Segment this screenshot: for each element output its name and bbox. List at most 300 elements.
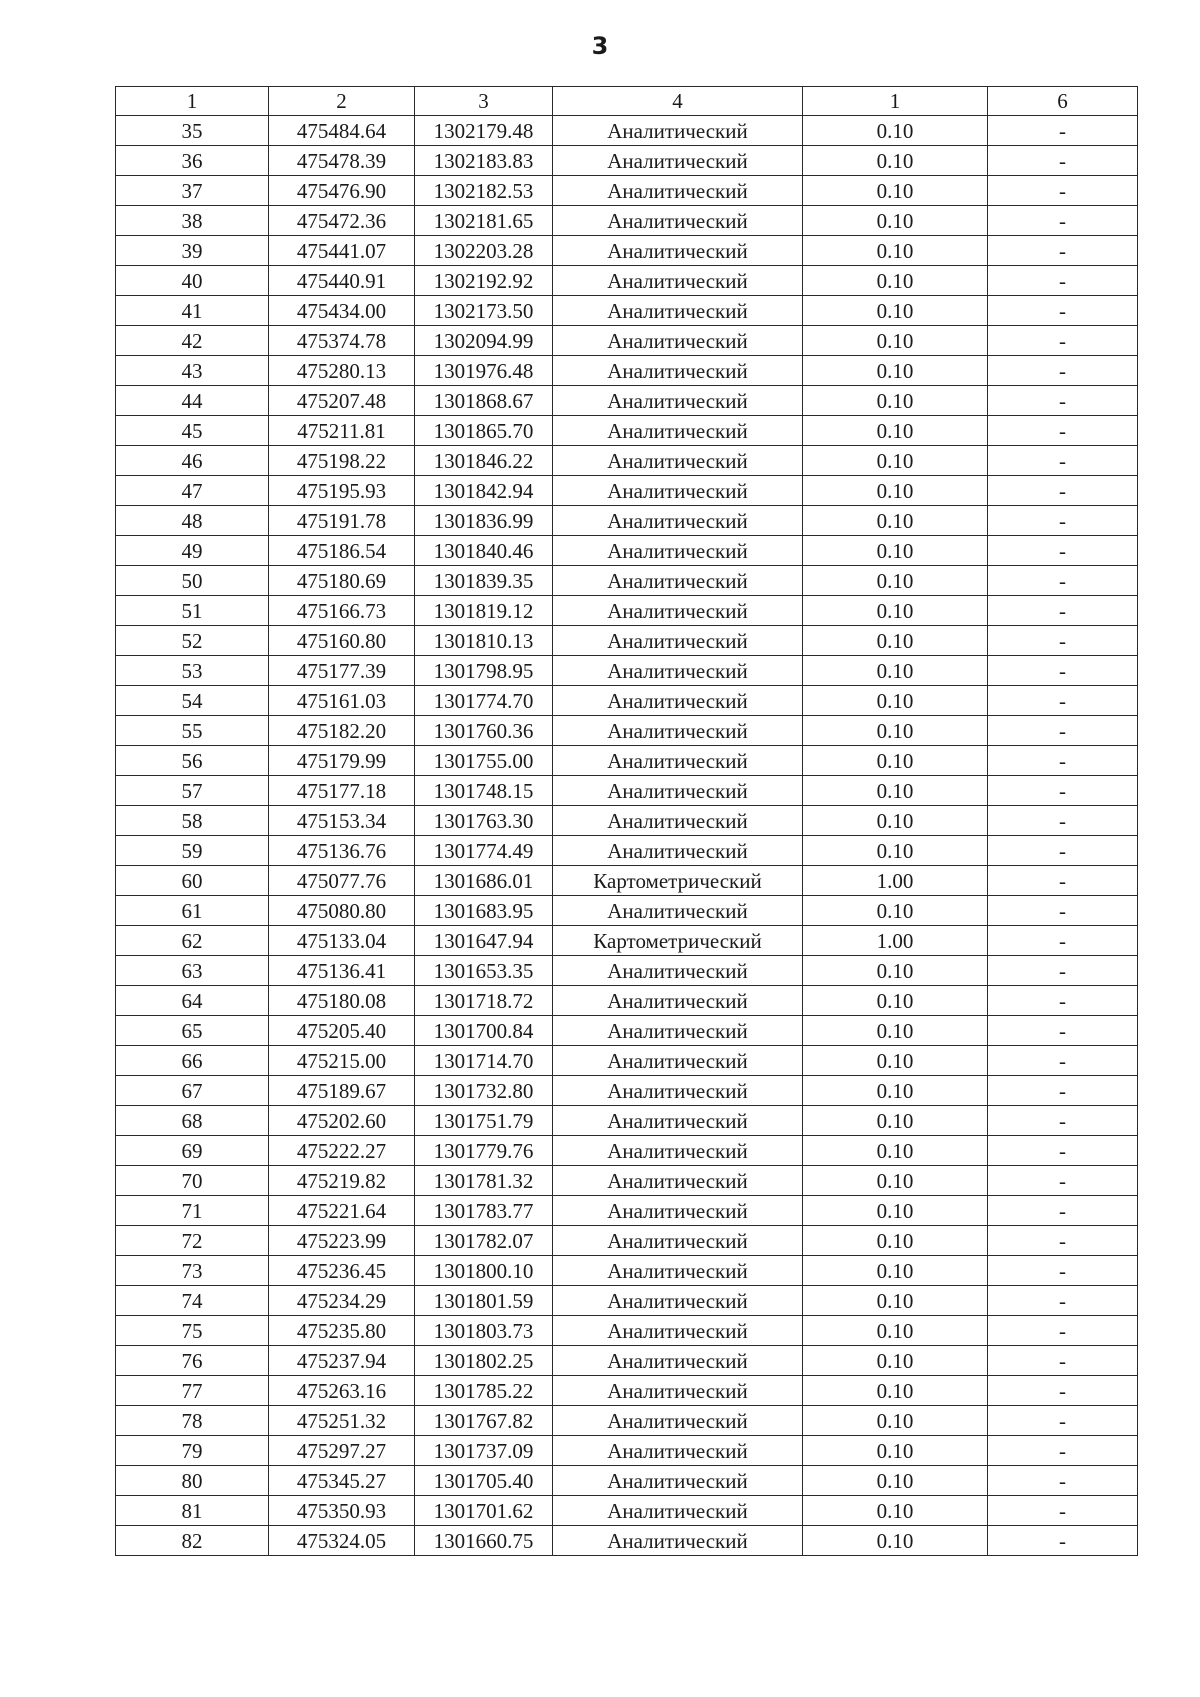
cell-method: Аналитический xyxy=(553,596,803,626)
cell-accuracy: 0.10 xyxy=(803,1016,988,1046)
cell-y: 1301783.77 xyxy=(415,1196,553,1226)
cell-point-number: 51 xyxy=(116,596,269,626)
cell-y: 1301700.84 xyxy=(415,1016,553,1046)
cell-method: Аналитический xyxy=(553,356,803,386)
cell-accuracy: 0.10 xyxy=(803,1466,988,1496)
cell-x: 475211.81 xyxy=(269,416,415,446)
cell-method: Аналитический xyxy=(553,296,803,326)
table-row xyxy=(116,116,1138,146)
table-row xyxy=(116,176,1138,206)
cell-y: 1301751.79 xyxy=(415,1106,553,1136)
cell-point-number: 64 xyxy=(116,986,269,1016)
cell-point-number: 72 xyxy=(116,1226,269,1256)
cell-accuracy: 0.10 xyxy=(803,506,988,536)
cell-note: - xyxy=(988,536,1138,566)
table-row xyxy=(116,506,1138,536)
column-header-x: 2 xyxy=(269,87,415,116)
cell-note: - xyxy=(988,896,1138,926)
cell-note: - xyxy=(988,1196,1138,1226)
cell-note: - xyxy=(988,266,1138,296)
table-row xyxy=(116,836,1138,866)
cell-y: 1301785.22 xyxy=(415,1376,553,1406)
cell-y: 1302179.48 xyxy=(415,116,553,146)
cell-point-number: 43 xyxy=(116,356,269,386)
cell-x: 475476.90 xyxy=(269,176,415,206)
cell-x: 475222.27 xyxy=(269,1136,415,1166)
table-row xyxy=(116,896,1138,926)
cell-y: 1301718.72 xyxy=(415,986,553,1016)
table-row xyxy=(116,386,1138,416)
cell-point-number: 79 xyxy=(116,1436,269,1466)
cell-point-number: 35 xyxy=(116,116,269,146)
cell-point-number: 58 xyxy=(116,806,269,836)
cell-x: 475205.40 xyxy=(269,1016,415,1046)
cell-point-number: 47 xyxy=(116,476,269,506)
cell-note: - xyxy=(988,566,1138,596)
column-header-method: 4 xyxy=(553,87,803,116)
cell-point-number: 55 xyxy=(116,716,269,746)
cell-note: - xyxy=(988,326,1138,356)
cell-x: 475263.16 xyxy=(269,1376,415,1406)
cell-method: Аналитический xyxy=(553,266,803,296)
cell-method: Аналитический xyxy=(553,626,803,656)
cell-point-number: 57 xyxy=(116,776,269,806)
table-row xyxy=(116,296,1138,326)
table-row xyxy=(116,1316,1138,1346)
cell-y: 1301760.36 xyxy=(415,716,553,746)
table-row xyxy=(116,746,1138,776)
cell-point-number: 82 xyxy=(116,1526,269,1556)
cell-note: - xyxy=(988,146,1138,176)
cell-point-number: 50 xyxy=(116,566,269,596)
cell-x: 475195.93 xyxy=(269,476,415,506)
cell-accuracy: 0.10 xyxy=(803,476,988,506)
cell-method: Аналитический xyxy=(553,536,803,566)
cell-x: 475219.82 xyxy=(269,1166,415,1196)
table-row xyxy=(116,146,1138,176)
cell-accuracy: 0.10 xyxy=(803,536,988,566)
cell-x: 475177.39 xyxy=(269,656,415,686)
cell-y: 1301737.09 xyxy=(415,1436,553,1466)
cell-x: 475297.27 xyxy=(269,1436,415,1466)
cell-accuracy: 0.10 xyxy=(803,1526,988,1556)
table-row xyxy=(116,1196,1138,1226)
cell-accuracy: 0.10 xyxy=(803,596,988,626)
table-row xyxy=(116,1496,1138,1526)
cell-x: 475191.78 xyxy=(269,506,415,536)
cell-x: 475223.99 xyxy=(269,1226,415,1256)
cell-accuracy: 0.10 xyxy=(803,356,988,386)
cell-accuracy: 0.10 xyxy=(803,1226,988,1256)
cell-y: 1302183.83 xyxy=(415,146,553,176)
cell-accuracy: 0.10 xyxy=(803,656,988,686)
table-row xyxy=(116,566,1138,596)
cell-method: Аналитический xyxy=(553,236,803,266)
cell-accuracy: 0.10 xyxy=(803,896,988,926)
cell-note: - xyxy=(988,446,1138,476)
cell-method: Аналитический xyxy=(553,896,803,926)
cell-point-number: 45 xyxy=(116,416,269,446)
cell-x: 475166.73 xyxy=(269,596,415,626)
cell-note: - xyxy=(988,1436,1138,1466)
cell-x: 475215.00 xyxy=(269,1046,415,1076)
coordinates-table xyxy=(115,86,1138,1556)
cell-note: - xyxy=(988,1106,1138,1136)
cell-note: - xyxy=(988,1016,1138,1046)
cell-note: - xyxy=(988,776,1138,806)
cell-y: 1301810.13 xyxy=(415,626,553,656)
cell-y: 1301686.01 xyxy=(415,866,553,896)
cell-note: - xyxy=(988,476,1138,506)
cell-note: - xyxy=(988,1286,1138,1316)
cell-x: 475177.18 xyxy=(269,776,415,806)
cell-accuracy: 0.10 xyxy=(803,716,988,746)
cell-accuracy: 0.10 xyxy=(803,836,988,866)
cell-note: - xyxy=(988,1256,1138,1286)
cell-y: 1301653.35 xyxy=(415,956,553,986)
cell-y: 1301800.10 xyxy=(415,1256,553,1286)
cell-accuracy: 0.10 xyxy=(803,326,988,356)
table-row xyxy=(116,206,1138,236)
cell-x: 475440.91 xyxy=(269,266,415,296)
cell-method: Аналитический xyxy=(553,1166,803,1196)
table-row xyxy=(116,1166,1138,1196)
cell-point-number: 80 xyxy=(116,1466,269,1496)
cell-x: 475237.94 xyxy=(269,1346,415,1376)
cell-accuracy: 0.10 xyxy=(803,776,988,806)
table-row xyxy=(116,1076,1138,1106)
table-row xyxy=(116,1466,1138,1496)
column-header-note: 6 xyxy=(988,87,1138,116)
cell-accuracy: 0.10 xyxy=(803,176,988,206)
cell-x: 475153.34 xyxy=(269,806,415,836)
cell-x: 475080.80 xyxy=(269,896,415,926)
table-row xyxy=(116,986,1138,1016)
cell-method: Аналитический xyxy=(553,1286,803,1316)
cell-method: Аналитический xyxy=(553,176,803,206)
table-row xyxy=(116,1346,1138,1376)
cell-point-number: 36 xyxy=(116,146,269,176)
cell-y: 1301839.35 xyxy=(415,566,553,596)
table-row xyxy=(116,596,1138,626)
cell-point-number: 59 xyxy=(116,836,269,866)
cell-y: 1301868.67 xyxy=(415,386,553,416)
cell-accuracy: 0.10 xyxy=(803,1346,988,1376)
cell-method: Аналитический xyxy=(553,686,803,716)
cell-point-number: 39 xyxy=(116,236,269,266)
cell-point-number: 78 xyxy=(116,1406,269,1436)
cell-x: 475160.80 xyxy=(269,626,415,656)
cell-accuracy: 0.10 xyxy=(803,626,988,656)
cell-note: - xyxy=(988,836,1138,866)
cell-method: Аналитический xyxy=(553,656,803,686)
cell-y: 1301779.76 xyxy=(415,1136,553,1166)
cell-note: - xyxy=(988,1496,1138,1526)
cell-method: Аналитический xyxy=(553,1226,803,1256)
cell-x: 475484.64 xyxy=(269,116,415,146)
cell-point-number: 40 xyxy=(116,266,269,296)
cell-accuracy: 1.00 xyxy=(803,926,988,956)
cell-accuracy: 1.00 xyxy=(803,866,988,896)
cell-method: Аналитический xyxy=(553,956,803,986)
cell-note: - xyxy=(988,1316,1138,1346)
cell-note: - xyxy=(988,1166,1138,1196)
cell-y: 1301774.70 xyxy=(415,686,553,716)
cell-accuracy: 0.10 xyxy=(803,266,988,296)
cell-x: 475478.39 xyxy=(269,146,415,176)
column-header-accuracy: 1 xyxy=(803,87,988,116)
cell-method: Аналитический xyxy=(553,1046,803,1076)
cell-method: Аналитический xyxy=(553,1496,803,1526)
cell-y: 1301647.94 xyxy=(415,926,553,956)
cell-point-number: 38 xyxy=(116,206,269,236)
cell-note: - xyxy=(988,116,1138,146)
cell-y: 1301714.70 xyxy=(415,1046,553,1076)
cell-x: 475434.00 xyxy=(269,296,415,326)
table-row xyxy=(116,1136,1138,1166)
cell-note: - xyxy=(988,206,1138,236)
table-row xyxy=(116,1406,1138,1436)
cell-method: Аналитический xyxy=(553,416,803,446)
cell-accuracy: 0.10 xyxy=(803,1196,988,1226)
cell-point-number: 52 xyxy=(116,626,269,656)
cell-point-number: 46 xyxy=(116,446,269,476)
cell-x: 475350.93 xyxy=(269,1496,415,1526)
cell-x: 475374.78 xyxy=(269,326,415,356)
cell-point-number: 70 xyxy=(116,1166,269,1196)
cell-method: Аналитический xyxy=(553,1016,803,1046)
cell-point-number: 41 xyxy=(116,296,269,326)
cell-x: 475234.29 xyxy=(269,1286,415,1316)
cell-point-number: 75 xyxy=(116,1316,269,1346)
table-row xyxy=(116,326,1138,356)
cell-accuracy: 0.10 xyxy=(803,1046,988,1076)
cell-method: Аналитический xyxy=(553,146,803,176)
cell-y: 1301801.59 xyxy=(415,1286,553,1316)
cell-point-number: 37 xyxy=(116,176,269,206)
cell-y: 1301842.94 xyxy=(415,476,553,506)
table-row xyxy=(116,1436,1138,1466)
cell-x: 475179.99 xyxy=(269,746,415,776)
cell-accuracy: 0.10 xyxy=(803,236,988,266)
cell-x: 475207.48 xyxy=(269,386,415,416)
table-row xyxy=(116,1106,1138,1136)
cell-y: 1301701.62 xyxy=(415,1496,553,1526)
column-header-point-number: 1 xyxy=(116,87,269,116)
cell-accuracy: 0.10 xyxy=(803,116,988,146)
cell-note: - xyxy=(988,746,1138,776)
cell-method: Аналитический xyxy=(553,1316,803,1346)
cell-x: 475161.03 xyxy=(269,686,415,716)
cell-x: 475235.80 xyxy=(269,1316,415,1346)
cell-method: Картометрический xyxy=(553,866,803,896)
cell-method: Аналитический xyxy=(553,716,803,746)
cell-x: 475136.76 xyxy=(269,836,415,866)
cell-y: 1301755.00 xyxy=(415,746,553,776)
table-row xyxy=(116,716,1138,746)
cell-method: Аналитический xyxy=(553,1136,803,1166)
cell-method: Аналитический xyxy=(553,986,803,1016)
table-header xyxy=(116,87,1138,116)
table-row xyxy=(116,1046,1138,1076)
cell-point-number: 60 xyxy=(116,866,269,896)
table-row xyxy=(116,1376,1138,1406)
cell-note: - xyxy=(988,1526,1138,1556)
cell-accuracy: 0.10 xyxy=(803,806,988,836)
cell-y: 1301836.99 xyxy=(415,506,553,536)
cell-point-number: 67 xyxy=(116,1076,269,1106)
cell-note: - xyxy=(988,956,1138,986)
cell-x: 475182.20 xyxy=(269,716,415,746)
cell-method: Картометрический xyxy=(553,926,803,956)
cell-accuracy: 0.10 xyxy=(803,1076,988,1106)
cell-method: Аналитический xyxy=(553,1106,803,1136)
cell-accuracy: 0.10 xyxy=(803,1376,988,1406)
cell-note: - xyxy=(988,296,1138,326)
cell-method: Аналитический xyxy=(553,1436,803,1466)
cell-note: - xyxy=(988,806,1138,836)
cell-method: Аналитический xyxy=(553,326,803,356)
cell-y: 1301763.30 xyxy=(415,806,553,836)
cell-note: - xyxy=(988,1406,1138,1436)
cell-note: - xyxy=(988,1136,1138,1166)
cell-x: 475077.76 xyxy=(269,866,415,896)
cell-point-number: 66 xyxy=(116,1046,269,1076)
cell-y: 1301846.22 xyxy=(415,446,553,476)
cell-x: 475136.41 xyxy=(269,956,415,986)
cell-x: 475236.45 xyxy=(269,1256,415,1286)
cell-method: Аналитический xyxy=(553,476,803,506)
cell-x: 475133.04 xyxy=(269,926,415,956)
cell-accuracy: 0.10 xyxy=(803,956,988,986)
cell-x: 475186.54 xyxy=(269,536,415,566)
cell-note: - xyxy=(988,1376,1138,1406)
cell-y: 1302173.50 xyxy=(415,296,553,326)
cell-accuracy: 0.10 xyxy=(803,566,988,596)
cell-point-number: 44 xyxy=(116,386,269,416)
cell-x: 475189.67 xyxy=(269,1076,415,1106)
cell-point-number: 76 xyxy=(116,1346,269,1376)
cell-y: 1301782.07 xyxy=(415,1226,553,1256)
cell-method: Аналитический xyxy=(553,1376,803,1406)
cell-x: 475472.36 xyxy=(269,206,415,236)
cell-note: - xyxy=(988,416,1138,446)
cell-point-number: 63 xyxy=(116,956,269,986)
cell-accuracy: 0.10 xyxy=(803,1286,988,1316)
cell-method: Аналитический xyxy=(553,566,803,596)
table-row xyxy=(116,356,1138,386)
cell-y: 1301732.80 xyxy=(415,1076,553,1106)
table-row xyxy=(116,776,1138,806)
table-row xyxy=(116,446,1138,476)
cell-accuracy: 0.10 xyxy=(803,1106,988,1136)
cell-point-number: 42 xyxy=(116,326,269,356)
cell-x: 475221.64 xyxy=(269,1196,415,1226)
cell-note: - xyxy=(988,716,1138,746)
cell-method: Аналитический xyxy=(553,446,803,476)
cell-point-number: 74 xyxy=(116,1286,269,1316)
header-row xyxy=(116,87,1138,116)
cell-method: Аналитический xyxy=(553,1196,803,1226)
cell-method: Аналитический xyxy=(553,386,803,416)
cell-y: 1301683.95 xyxy=(415,896,553,926)
cell-method: Аналитический xyxy=(553,1406,803,1436)
table-row xyxy=(116,686,1138,716)
table-row xyxy=(116,656,1138,686)
table-row xyxy=(116,866,1138,896)
cell-note: - xyxy=(988,506,1138,536)
cell-y: 1302181.65 xyxy=(415,206,553,236)
cell-y: 1301802.25 xyxy=(415,1346,553,1376)
cell-method: Аналитический xyxy=(553,206,803,236)
table-row xyxy=(116,236,1138,266)
cell-x: 475345.27 xyxy=(269,1466,415,1496)
cell-y: 1302192.92 xyxy=(415,266,553,296)
cell-accuracy: 0.10 xyxy=(803,1316,988,1346)
cell-x: 475441.07 xyxy=(269,236,415,266)
cell-y: 1302182.53 xyxy=(415,176,553,206)
cell-point-number: 62 xyxy=(116,926,269,956)
cell-x: 475180.08 xyxy=(269,986,415,1016)
table-row xyxy=(116,536,1138,566)
cell-note: - xyxy=(988,236,1138,266)
cell-note: - xyxy=(988,1226,1138,1256)
cell-note: - xyxy=(988,626,1138,656)
cell-y: 1301803.73 xyxy=(415,1316,553,1346)
table-row xyxy=(116,956,1138,986)
cell-x: 475202.60 xyxy=(269,1106,415,1136)
cell-accuracy: 0.10 xyxy=(803,746,988,776)
cell-note: - xyxy=(988,356,1138,386)
cell-accuracy: 0.10 xyxy=(803,1166,988,1196)
cell-method: Аналитический xyxy=(553,746,803,776)
cell-y: 1301819.12 xyxy=(415,596,553,626)
cell-accuracy: 0.10 xyxy=(803,446,988,476)
table-row xyxy=(116,1256,1138,1286)
cell-point-number: 61 xyxy=(116,896,269,926)
cell-accuracy: 0.10 xyxy=(803,206,988,236)
cell-accuracy: 0.10 xyxy=(803,986,988,1016)
cell-method: Аналитический xyxy=(553,1346,803,1376)
cell-point-number: 71 xyxy=(116,1196,269,1226)
cell-note: - xyxy=(988,986,1138,1016)
cell-method: Аналитический xyxy=(553,1076,803,1106)
cell-y: 1301748.15 xyxy=(415,776,553,806)
cell-y: 1301781.32 xyxy=(415,1166,553,1196)
cell-accuracy: 0.10 xyxy=(803,1406,988,1436)
cell-y: 1301798.95 xyxy=(415,656,553,686)
cell-method: Аналитический xyxy=(553,836,803,866)
cell-method: Аналитический xyxy=(553,116,803,146)
cell-y: 1301774.49 xyxy=(415,836,553,866)
cell-method: Аналитический xyxy=(553,776,803,806)
cell-accuracy: 0.10 xyxy=(803,1136,988,1166)
table-row xyxy=(116,266,1138,296)
cell-y: 1301840.46 xyxy=(415,536,553,566)
cell-x: 475180.69 xyxy=(269,566,415,596)
cell-note: - xyxy=(988,866,1138,896)
cell-note: - xyxy=(988,686,1138,716)
cell-accuracy: 0.10 xyxy=(803,686,988,716)
cell-point-number: 56 xyxy=(116,746,269,776)
cell-note: - xyxy=(988,1346,1138,1376)
cell-point-number: 48 xyxy=(116,506,269,536)
cell-accuracy: 0.10 xyxy=(803,416,988,446)
table-row xyxy=(116,476,1138,506)
cell-note: - xyxy=(988,1466,1138,1496)
cell-note: - xyxy=(988,1076,1138,1106)
table-row xyxy=(116,926,1138,956)
